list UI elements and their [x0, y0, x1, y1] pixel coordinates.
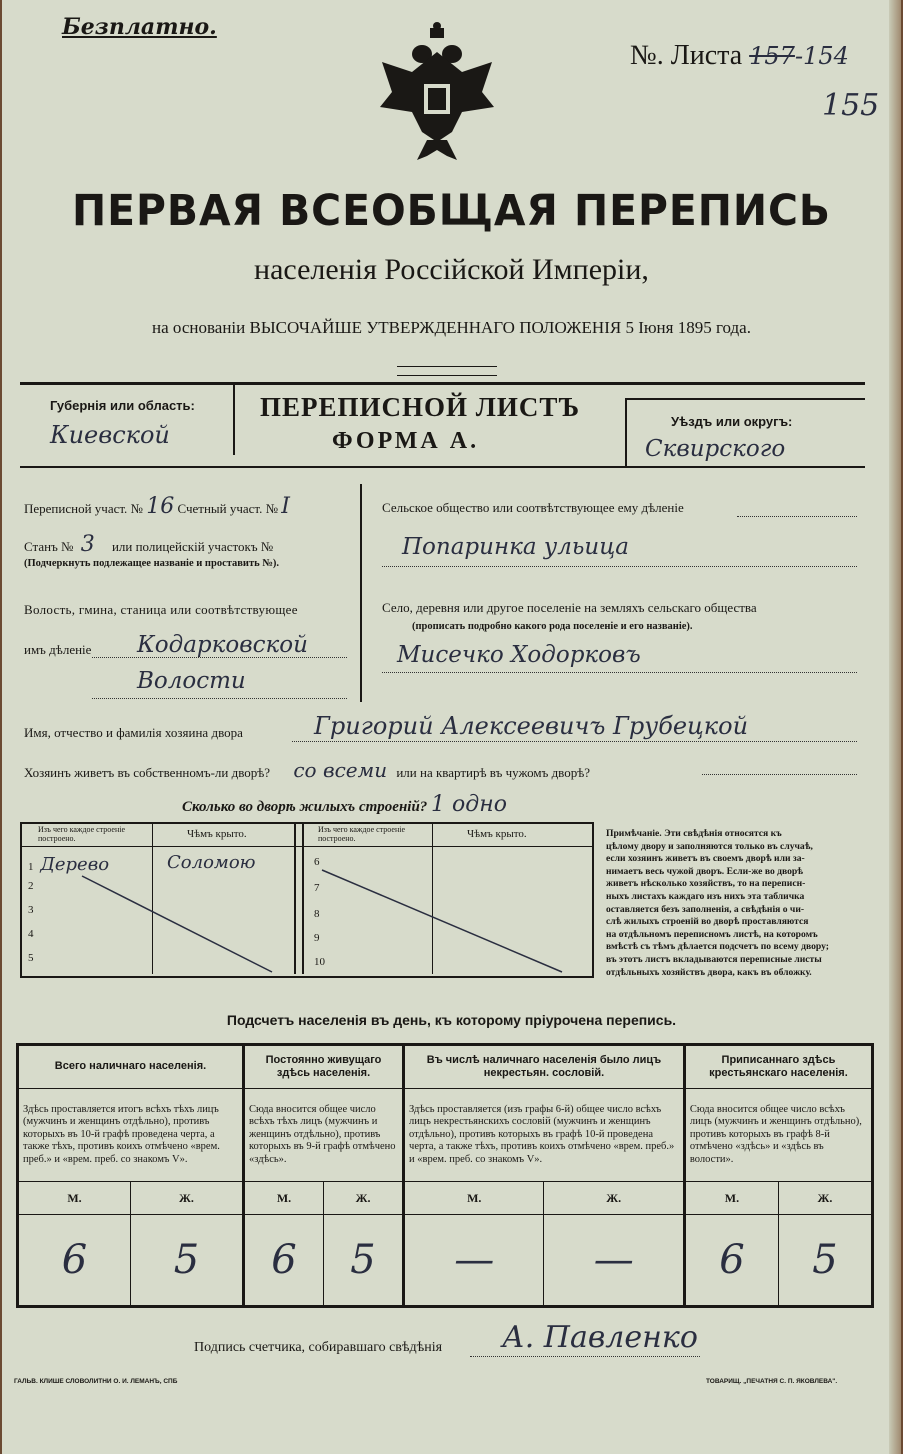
printer-right: ТОВАРИЩ. „ПЕЧАТНЯ С. П. ЯКОВЛЕВА".	[706, 1378, 838, 1385]
peasant-male-value: 6	[684, 1215, 778, 1307]
row-number: 6	[314, 856, 320, 868]
note-line: оставляется безъ заполненія, а свѣдѣнія о чи-	[606, 903, 805, 915]
pop-header-non-peasant: Въ числѣ наличнаго населенія было лицъ некрестьян. сословій.	[404, 1045, 685, 1089]
population-table	[16, 1043, 874, 1308]
buildings-col-roof: Чѣмъ крыто.	[187, 828, 247, 840]
page-subtitle: населенія Россійской Имперіи,	[254, 253, 649, 286]
male-label: М.	[404, 1182, 544, 1215]
province-label: Губернія или область:	[50, 398, 195, 413]
buildings-table	[20, 822, 594, 978]
buildings-col-roof-r: Чѣмъ крыто.	[467, 828, 527, 840]
imperial-eagle-emblem	[372, 22, 502, 162]
stan-label: Станъ №	[24, 539, 74, 554]
stan-note: (Подчеркнуть подлежащее названіе и проставить №).	[24, 558, 279, 569]
male-label: М.	[243, 1182, 323, 1215]
census-sheet	[2, 0, 901, 1454]
note-line: слѣ жилыхъ строеній во дворѣ проставляются	[606, 916, 809, 928]
printer-left: ГАЛЬВ. КЛИШЕ СЛОВОЛИТНИ О. И. ЛЕМАНЪ, СПБ	[14, 1378, 178, 1385]
pop-desc-total: Здѣсь проставляется итогъ всѣхъ тѣхъ лицъ (мужчинъ и женщинъ отдѣльно), противъ которыхъ въ 10-й графѣ проведена черта, а также тѣхъ, противъ коихъ отмѣчено «врем. преб.» и «врем. преб. со знакомъ V».	[18, 1089, 244, 1182]
non-peasant-female-value: —	[544, 1215, 684, 1307]
non-peasant-male-value: —	[404, 1215, 544, 1307]
province-box	[20, 385, 235, 455]
owner-name-value: Григорий Алексеевичъ Грубецкой	[314, 712, 749, 740]
page-title: ПЕРВАЯ ВСЕОБЩАЯ ПЕРЕПИСЬ	[71, 186, 832, 236]
volost-line-2	[92, 698, 347, 699]
society-value-line	[382, 566, 857, 567]
row-roof: Соломою	[167, 852, 256, 873]
row-number: 7	[314, 882, 320, 894]
page-edge	[889, 0, 901, 1454]
volost-value-1: Кодарковской	[137, 632, 308, 658]
permanent-female-value: 5	[324, 1215, 404, 1307]
row-number: 2	[28, 880, 34, 892]
peasant-female-value: 5	[778, 1215, 872, 1307]
row-number: 10	[314, 956, 325, 968]
precinct-value: 16	[146, 494, 175, 519]
volost-label-1: Волость, гмина, станица или соотвѣтствующее	[24, 602, 298, 617]
buildings-question-label: Сколько во дворѣ жилыхъ строеній?	[182, 799, 428, 815]
volost-value-2: Волости	[137, 668, 246, 694]
row-number: 9	[314, 932, 320, 944]
owner-name-line	[292, 741, 857, 742]
stan-row	[24, 532, 273, 557]
buildings-col-material-r: Изъ чего каждое строеніе построено.	[318, 825, 406, 843]
male-label: М.	[18, 1182, 131, 1215]
district-value: Сквирского	[645, 436, 786, 462]
precinct-label: Переписной участ. №	[24, 501, 143, 516]
province-value: Киевской	[50, 421, 170, 449]
owner-lives-value: со всеми	[293, 758, 388, 782]
pop-desc-peasant: Сюда вносится общее число всѣхъ лицъ (мужчинъ и женщинъ отдѣльно), противъ которыхъ въ графѣ 8-й отмѣчено «здѣсь» и «здѣсь въ волости».	[684, 1089, 872, 1182]
pop-desc-permanent: Сюда вносится общее число всѣхъ тѣхъ лицъ (мужчинъ и женщинъ отдѣльно), противъ которыхъ въ 9-й графѣ отмѣчено «здѣсь».	[243, 1089, 403, 1182]
note-line: вмѣстѣ съ тѣмъ дѣлается подсчетъ по всему двору;	[606, 941, 829, 953]
female-label: Ж.	[778, 1182, 872, 1215]
row-number: 1	[28, 861, 34, 873]
count-value: I	[281, 494, 290, 519]
owner-lives-label-2: или на квартирѣ въ чужомъ дворѣ?	[396, 765, 591, 780]
row-material: Дерево	[40, 854, 110, 875]
form-a-label: ФОРМА А.	[332, 428, 480, 454]
note-line: нимаетъ весь чужой дворъ. Если-же во дворѣ	[606, 865, 803, 877]
village-note: (прописать подробно какого рода поселеніе и его названіе).	[412, 621, 693, 632]
note-line: Примѣчаніе. Эти свѣдѣнія относятся къ	[606, 828, 782, 839]
volost-label-2: имъ дѣленіе	[24, 642, 92, 657]
volost-line-1	[92, 657, 347, 658]
owner-lives-label: Хозяинъ живетъ въ собственномъ-ли дворѣ?	[24, 765, 271, 780]
row-number: 3	[28, 904, 34, 916]
total-female-value: 5	[130, 1215, 243, 1307]
ornament-divider	[397, 366, 497, 376]
buildings-note	[606, 828, 829, 979]
buildings-count-value: 1 одно	[431, 792, 507, 817]
sheet-form-title: ПЕРЕПИСНОЙ ЛИСТЪ	[260, 392, 581, 422]
female-label: Ж.	[324, 1182, 404, 1215]
note-line: ныхъ листахъ каждаго изъ нихъ эта табличка	[606, 890, 805, 902]
owner-name-label: Имя, отчество и фамилія хозяина двора	[24, 725, 243, 740]
buildings-question-row	[182, 792, 507, 817]
sheet-number-hand: -154	[794, 42, 849, 70]
pop-header-total: Всего наличнаго населенія.	[18, 1045, 244, 1089]
precinct-row	[24, 494, 290, 519]
column-divider	[360, 484, 362, 702]
village-value: Мисечко Ходорковъ	[397, 642, 641, 668]
sheet-number-hand-2: 155	[822, 88, 880, 123]
buildings-cross-out	[22, 824, 592, 976]
free-label: Безплатно.	[62, 14, 217, 40]
district-label: Уѣздъ или округъ:	[671, 414, 793, 429]
owner-lives-line	[702, 774, 857, 775]
signature-value: А. Павленко	[502, 1320, 698, 1355]
total-male-value: 6	[18, 1215, 131, 1307]
society-label: Сельское общество или соотвѣтствующее ему дѣленіе	[382, 500, 684, 515]
sheet-number	[630, 40, 849, 72]
basis-line: на основаніи ВЫСОЧАЙШЕ УТВЕРЖДЕННАГО ПОЛОЖЕНІЯ 5 Іюня 1895 года.	[152, 318, 751, 337]
signature-label: Подпись счетчика, собиравшаго свѣдѣнія	[194, 1340, 443, 1355]
note-line: если хозяинъ живетъ въ своемъ дворѣ или за-	[606, 853, 805, 865]
female-label: Ж.	[130, 1182, 243, 1215]
female-label: Ж.	[544, 1182, 684, 1215]
row-number: 5	[28, 952, 34, 964]
village-line	[382, 672, 857, 673]
pop-header-permanent: Постоянно живущаго здѣсь населенія.	[243, 1045, 403, 1089]
note-line: на отдѣльномъ переписномъ листѣ, на которомъ	[606, 928, 818, 940]
society-value: Попаринка ульица	[402, 534, 629, 560]
population-title: Подсчетъ населенія въ день, къ которому пріурочена перепись.	[226, 1012, 677, 1028]
form-rule	[20, 466, 865, 468]
police-label: или полицейскій участокъ №	[111, 539, 274, 554]
pop-header-peasant: Приписаннаго здѣсь крестьянскаго населенія.	[684, 1045, 872, 1089]
row-number: 8	[314, 908, 320, 920]
sheet-number-label: №. Листа	[630, 40, 743, 71]
note-line: въ этотъ листъ вкладываются переписные листы	[606, 953, 822, 965]
row-number: 4	[28, 928, 34, 940]
pop-desc-non-peasant: Здѣсь проставляется (изъ графы 6-й) общее число всѣхъ лицъ некрестьянскихъ сословій (мужчинъ и женщинъ отдѣльно), противъ которыхъ въ графѣ 10-й проведена черта, а также тѣхъ, противъ коихъ отмѣчено «врем. преб.» и «врем. преб. со знакомъ V».	[404, 1089, 685, 1182]
stan-value: 3	[80, 532, 95, 557]
count-label: Счетный участ. №	[177, 501, 279, 516]
sheet-number-crossed: 157	[749, 42, 795, 70]
village-label: Село, деревня или другое поселеніе на земляхъ сельскаго общества	[382, 600, 757, 615]
note-line: отдѣльныхъ хозяйствъ двора, какъ въ обложку.	[606, 966, 812, 978]
signature-line	[470, 1356, 700, 1357]
male-label: М.	[684, 1182, 778, 1215]
note-line: живетъ нѣсколько хозяйствъ, то на переписн-	[606, 878, 806, 890]
note-line: цѣлому двору и заполняются только въ случаѣ,	[606, 840, 813, 852]
district-box	[625, 398, 865, 468]
society-line	[737, 516, 857, 517]
buildings-col-material: Изъ чего каждое строеніе построено.	[38, 825, 126, 843]
owner-lives-row	[24, 758, 590, 782]
permanent-male-value: 6	[243, 1215, 323, 1307]
